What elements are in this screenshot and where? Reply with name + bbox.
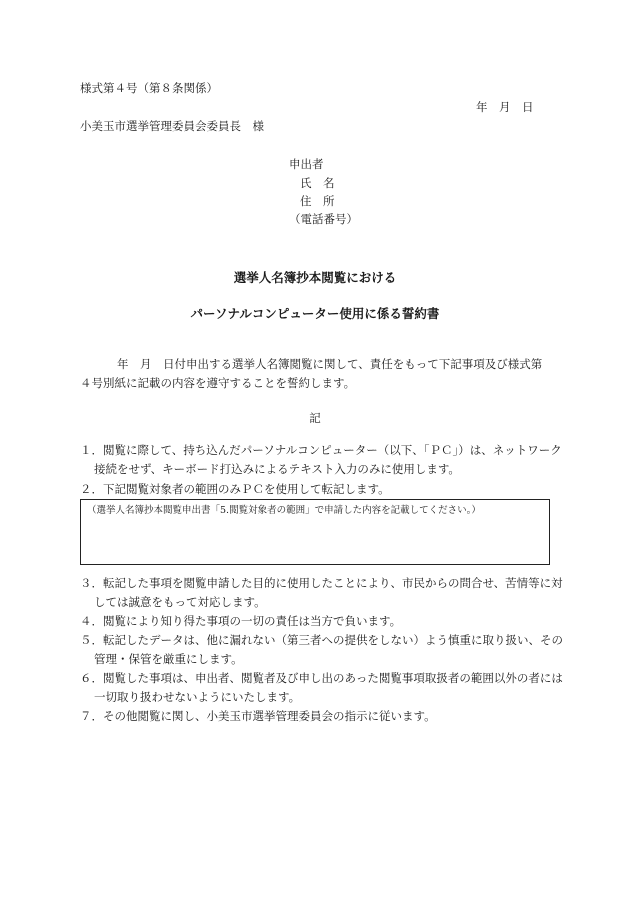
target-range-note: （選挙人名簿抄本閲覧申出書「5.閲覧対象者の範囲」で申請した内容を記載してください。） <box>87 505 481 516</box>
pledge-item-6: ６．閲覧した事項は、申出者、閲覧者及び申し出のあった閲覧事項取扱者の範囲以外の者には一切取り扱わせないようにいたします。 <box>80 671 563 704</box>
document-title-line2: パーソナルコンピューター使用に係る誓約書 <box>190 306 440 321</box>
addressee: 小美玉市選挙管理委員会委員長 様 <box>80 119 264 133</box>
applicant-label: 申出者 <box>289 157 324 171</box>
target-range-box[interactable] <box>80 499 550 565</box>
document-title-line1: 選挙人名簿抄本閲覧における <box>233 270 397 285</box>
applicant-name-field: 氏 名 <box>300 176 335 190</box>
pledge-paragraph: 年 月 日付申出する選挙人名簿閲覧に関して、責任をもって下記事項及び様式第４号別紙に記載の内容を遵守することを誓約します。 <box>80 357 543 390</box>
pledge-item-7: ７．その他閲覧に関し、小美玉市選挙管理委員会の指示に従います。 <box>80 709 436 723</box>
ki-heading: 記 <box>309 411 321 425</box>
applicant-address-field: 住 所 <box>300 194 335 208</box>
date-field: 年 月 日 <box>476 100 534 114</box>
applicant-phone-field: （電話番号） <box>289 212 358 226</box>
pledge-item-3: ３．転記した事項を閲覧申請した目的に使用したことにより、市民からの問合せ、苦情等に対しては誠意をもって対応します。 <box>80 576 563 609</box>
form-number: 様式第４号（第８条関係） <box>80 81 218 95</box>
pledge-item-2: ２．下記閲覧対象者の範囲のみＰＣを使用して転記します。 <box>80 482 390 496</box>
pledge-item-4: ４．閲覧により知り得た事項の一切の責任は当方で負います。 <box>80 614 402 628</box>
pledge-item-5: ５．転記したデータは、他に漏れない（第三者への提供をしない）よう慎重に取り扱い、その管理・保管を厳重にします。 <box>80 633 563 666</box>
pledge-item-1: １．閲覧に際して、持ち込んだパーソナルコンピューター（以下、「ＰＣ」）は、ネットワーク接続をせず、キーボード打込みによるテキスト入力のみに使用します。 <box>80 443 562 476</box>
